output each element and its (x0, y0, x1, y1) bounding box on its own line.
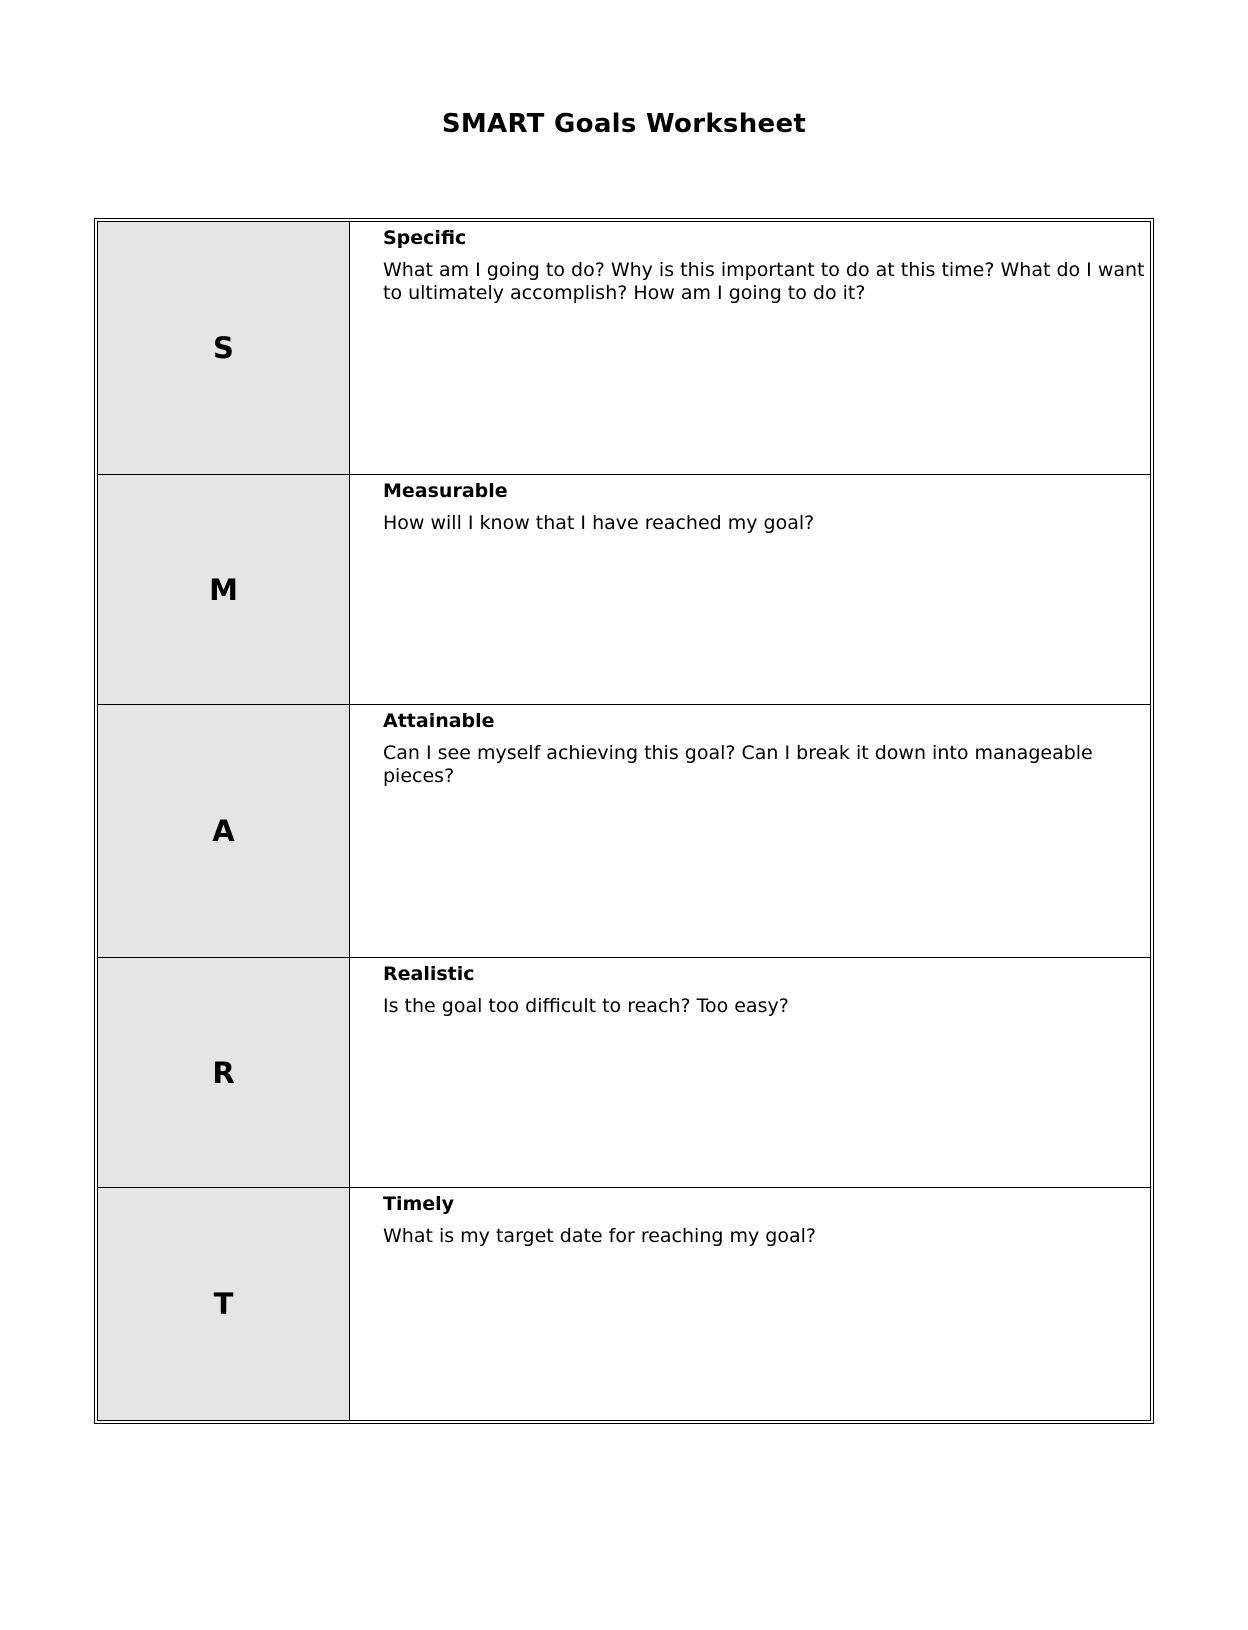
table-row-attainable (98, 705, 1150, 958)
row-prompt: What am I going to do? Why is this important to do at this time? What do I want to ultimately accomplish? How am I going to do it? (383, 259, 1145, 304)
row-heading: Timely (383, 1193, 455, 1215)
row-heading: Attainable (383, 710, 495, 732)
row-heading: Measurable (383, 480, 508, 502)
table-row-specific (98, 222, 1150, 475)
row-prompt: How will I know that I have reached my goal? (383, 512, 815, 534)
row-letter: T (98, 1188, 350, 1420)
table-row-timely (98, 1188, 1150, 1420)
row-content-cell[interactable] (350, 958, 1150, 1187)
page-title: SMART Goals Worksheet (441, 109, 807, 139)
row-letter: A (98, 705, 350, 957)
smart-goals-table (94, 218, 1154, 1424)
row-letter: S (98, 222, 350, 474)
row-letter: R (98, 958, 350, 1187)
row-content-cell[interactable] (350, 475, 1150, 704)
table-row-realistic (98, 958, 1150, 1188)
row-heading: Realistic (383, 963, 475, 985)
table-row-measurable (98, 475, 1150, 705)
row-prompt: Can I see myself achieving this goal? Can I break it down into manageable pieces? (383, 742, 1093, 787)
row-heading: Specific (383, 227, 467, 249)
row-letter: M (98, 475, 350, 704)
row-content-cell[interactable] (350, 705, 1150, 957)
row-content-cell[interactable] (350, 222, 1150, 474)
row-prompt: Is the goal too difficult to reach? Too easy? (383, 995, 789, 1017)
row-content-cell[interactable] (350, 1188, 1150, 1420)
row-prompt: What is my target date for reaching my goal? (383, 1225, 816, 1247)
